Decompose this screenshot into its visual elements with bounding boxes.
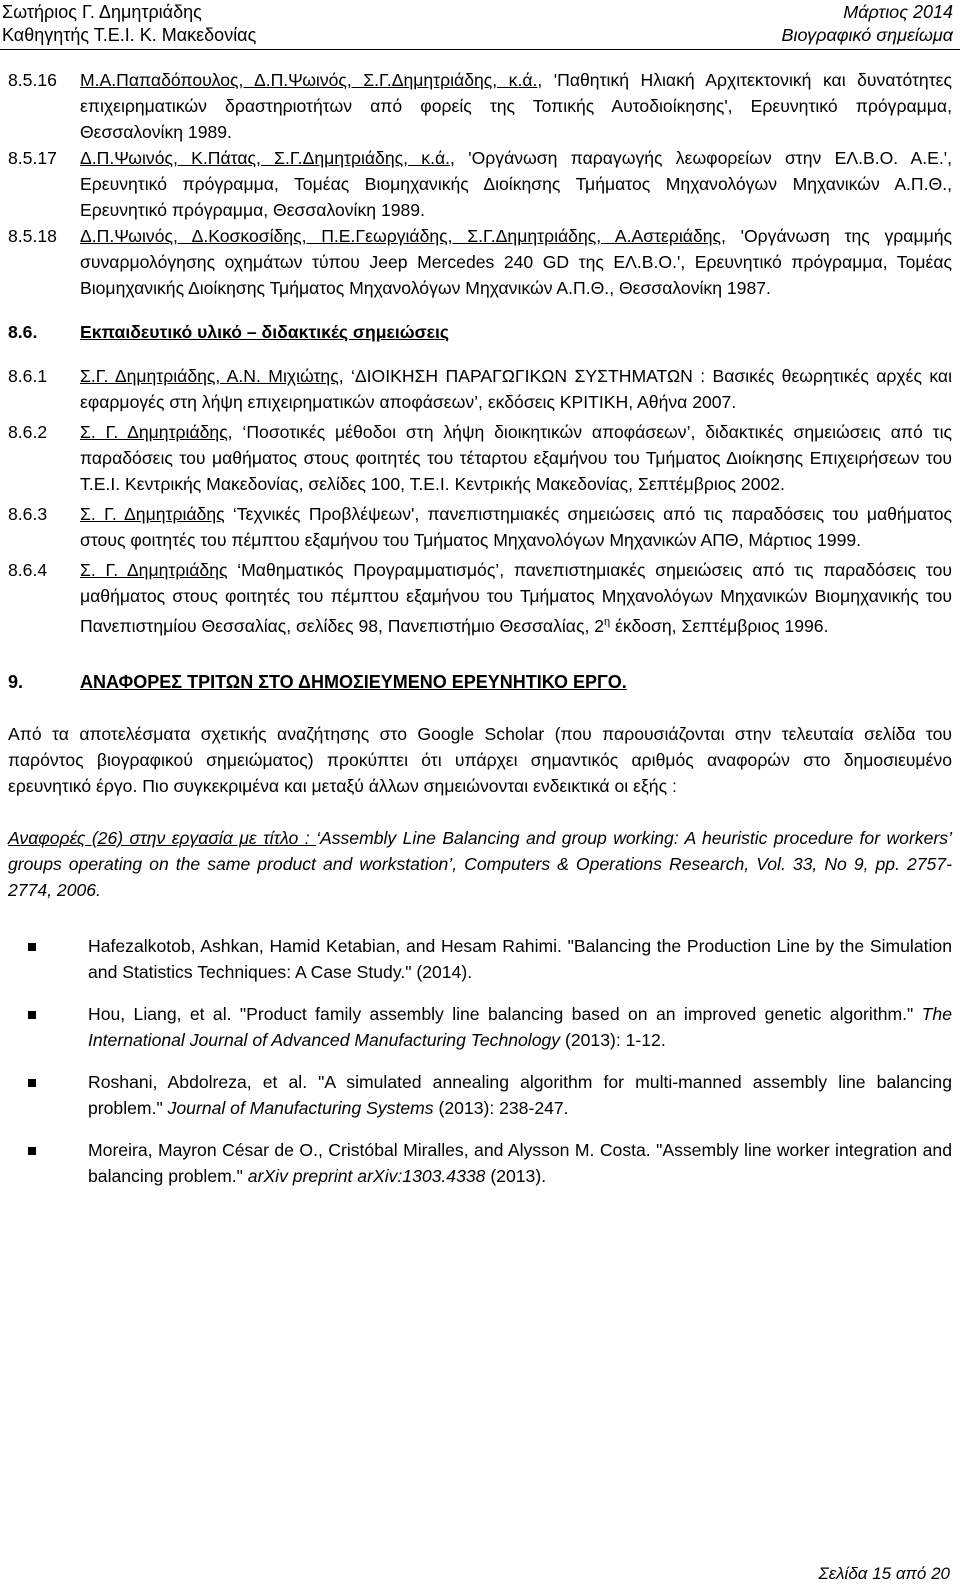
entry-body	[80, 501, 952, 553]
entry-authors: Μ.Α.Παπαδόπουλος, Δ.Π.Ψωινός, Σ.Γ.Δημητριάδης, κ.ά.	[80, 70, 538, 90]
entry-body	[80, 145, 952, 223]
entry-text: ‘Ποσοτικές μέθοδοι στη λήψη διοικητικών αποφάσεων’, διδακτικές σημειώσεις από τις παραδόσεις του μαθήματος στους φοιτητές του τέταρτου εξαμήνου του Τμήματος Διοίκησης Επιχειρήσεων του Τ.Ε.Ι. Κεντρικής Μακεδονίας, σελίδες 100, Τ.Ε.Ι. Κεντρικής Μακεδονίας, Σεπτέμβριος 2002.	[80, 422, 952, 494]
entry-body	[80, 363, 952, 415]
entry-authors: Σ. Γ. Δημητριάδης	[80, 560, 228, 580]
entry-text: ‘Μαθηματικός Προγραμματισμός’, πανεπιστημιακές σημειώσεις από τις παραδόσεις του μαθήματος στους φοιτητές του πέμπτου εξαμήνου του Τμήματος Μηχανολόγων Μηχανικών Βιομηχανικής του Πανεπιστημίου Θεσσαλίας, σελίδες 98, Πανεπιστήμιο Θεσσαλίας, 2	[80, 560, 952, 636]
entry-number: 8.6.4	[8, 560, 48, 580]
reference-journal: The International Journal of Advanced Manufacturing Technology	[88, 1003, 952, 1050]
entry-text-tail: έκδοση, Σεπτέμβριος 1996.	[610, 615, 829, 636]
list-item	[88, 1137, 952, 1189]
list-item	[8, 223, 952, 301]
page-content	[8, 67, 952, 1205]
list-item	[88, 1069, 952, 1121]
list-item	[8, 557, 952, 639]
entry-body	[80, 223, 952, 301]
superscript: η	[604, 616, 611, 628]
section-title: Εκπαιδευτικό υλικό – διδακτικές σημειώσεις	[80, 322, 449, 342]
entry-authors: Σ. Γ. Δημητριάδης,	[80, 422, 233, 442]
bullet-square-icon	[28, 1147, 36, 1155]
citing-rest: , Computers & Operations Research, Vol. 33, No 9, pp. 2757-2774, 2006.	[8, 853, 952, 900]
list-item	[8, 501, 952, 553]
reference-text: Hou, Liang, et al. "Product family assembly line balancing based on an improved genetic algorithm."	[88, 1003, 922, 1024]
bullet-square-icon	[28, 1011, 36, 1019]
reference-text: Moreira, Mayron César de O., Cristóbal Miralles, and Alysson M. Costa. "Assembly line worker integration and balancing problem."	[88, 1139, 952, 1186]
entry-number: 8.5.18	[8, 226, 57, 246]
entry-authors: Δ.Π.Ψωινός, Κ.Πάτας, Σ.Γ.Δημητριάδης, κ.ά.	[80, 148, 451, 168]
entry-authors: Δ.Π.Ψωινός, Δ.Κοσκοσίδης, Π.Ε.Γεωργιάδης, Σ.Γ.Δημητριάδης, Α.Αστεριάδης,	[80, 226, 726, 246]
entry-text: , 'Παθητική Ηλιακή Αρχιτεκτονική και δυνατότητες επιχειρηματικών δραστηριοτήτων από φορείς της Τοπικής Αυτοδιοίκησης', Ερευνητικό πρόγραμμα, Θεσσαλονίκη 1989.	[80, 70, 952, 142]
entry-number: 8.5.16	[8, 70, 57, 90]
list-item	[8, 145, 952, 223]
entry-number: 8.5.17	[8, 148, 57, 168]
reference-tail: (2013): 1-12.	[560, 1029, 666, 1050]
header-doc-type: Βιογραφικό σημείωμα	[781, 25, 953, 45]
page-header	[0, 0, 960, 50]
bullet-square-icon	[28, 943, 36, 951]
entry-authors: Σ.Γ. Δημητριάδης, Α.Ν. Μιχιώτης,	[80, 366, 344, 386]
reference-text: Roshani, Abdolreza, et al. "A simulated annealing algorithm for multi-manned assembly line balancing problem."	[88, 1071, 952, 1118]
header-date: Μάρτιος 2014	[843, 2, 953, 22]
citing-paragraph	[8, 825, 952, 903]
entry-text: ‘Τεχνικές Προβλέψεων', πανεπιστημιακές σημειώσεις από τις παραδόσεις του μαθήματος στους φοιτητές του πέμπτου εξαμήνου του Τμήματος Μηχανολόγων Μηχανικών ΑΠΘ, Μάρτιος 1999.	[80, 504, 952, 550]
header-title-line: Καθηγητής Τ.Ε.Ι. Κ. Μακεδονίας	[2, 25, 257, 45]
entry-body	[80, 419, 952, 497]
citing-title: ‘Assembly Line Balancing and group working: A heuristic procedure for workers’ groups operating on the same product and workstation’	[8, 827, 952, 874]
reference-tail: (2013): 238-247.	[433, 1097, 569, 1118]
list-item	[88, 933, 952, 985]
entry-text: ‘ΔΙΟΙΚΗΣΗ ΠΑΡΑΓΩΓΙΚΩΝ ΣΥΣΤΗΜΑΤΩΝ : Βασικές θεωρητικές αρχές και εφαρμογές στη λήψη επιχειρηματικών αποφάσεων’, εκδόσεις ΚΡΙΤΙΚΗ, Αθήνα 2007.	[80, 366, 952, 412]
section-number: 9.	[8, 671, 24, 692]
entry-text: , 'Οργάνωση παραγωγής λεωφορείων στην ΕΛ.Β.Ο. Α.Ε.', Ερευνητικό πρόγραμμα, Τομέας Βιομηχανικής Διοίκησης Τμήματος Μηχανολόγων Μηχανικών Α.Π.Θ., Ερευνητικό πρόγραμμα, Θεσσαλονίκη 1989.	[80, 148, 952, 220]
header-author: Σωτήριος Γ. Δημητριάδης	[2, 2, 202, 22]
entry-body	[80, 557, 952, 639]
entry-number: 8.6.1	[8, 366, 48, 386]
citing-prefix: Αναφορές (26) στην εργασία με τίτλο :	[8, 827, 317, 848]
reference-journal: arXiv preprint arXiv:1303.4338	[247, 1165, 486, 1186]
section-number: 8.6.	[8, 322, 38, 342]
reference-journal: Journal of Manufacturing Systems	[167, 1097, 434, 1118]
list-item	[88, 1001, 952, 1053]
entry-authors: Σ. Γ. Δημητριάδης	[80, 504, 225, 524]
list-item	[8, 363, 952, 415]
entry-text: 'Οργάνωση της γραμμής συναρμολόγησης οχημάτων τύπου Jeep Mercedes 240 GD της ΕΛ.Β.Ο.', Ερευνητικό πρόγραμμα, Τομέας Βιομηχανικής Διοίκησης Τμήματος Μηχανολόγων Μηχανικών Α.Π.Θ., Θεσσαλονίκη 1987.	[80, 226, 953, 298]
section-heading-9	[8, 669, 952, 695]
bullet-square-icon	[28, 1079, 36, 1087]
list-item	[8, 67, 952, 145]
references-list	[88, 933, 952, 1189]
entry-body	[80, 67, 952, 145]
reference-tail: (2013).	[485, 1165, 547, 1186]
page-number: Σελίδα 15 από 20	[818, 1564, 950, 1583]
section-heading-8-6	[8, 319, 952, 345]
entry-number: 8.6.2	[8, 422, 48, 442]
section-title: ΑΝΑΦΟΡΕΣ ΤΡΙΤΩΝ ΣΤΟ ΔΗΜΟΣΙΕΥΜΕΝΟ ΕΡΕΥΝΗΤΙΚΟ ΕΡΓΟ.	[80, 671, 627, 692]
reference-text: Hafezalkotob, Ashkan, Hamid Ketabian, and Hesam Rahimi. "Balancing the Production Line by the Simulation and Statistics Techniques: A Case Study." (2014).	[88, 935, 952, 982]
list-item	[8, 419, 952, 497]
entry-number: 8.6.3	[8, 504, 48, 524]
intro-paragraph: Από τα αποτελέσματα σχετικής αναζήτησης στο Google Scholar (που παρουσιάζονται στην τελευταία σελίδα του παρόντος βιογραφικού σημειώματος) προκύπτει ότι υπάρχει σημαντικός αριθμός αναφορών στο δημοσιευμένο ερευνητικό έργο. Πιο συγκεκριμένα και μεταξύ άλλων σημειώνονται ενδεικτικά οι εξής :	[8, 723, 952, 796]
